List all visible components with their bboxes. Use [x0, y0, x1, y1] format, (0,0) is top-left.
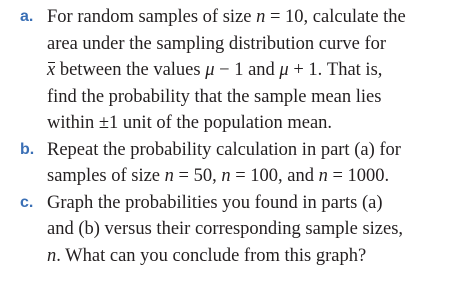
- item-c-line-2: and (b) versus their corresponding sample sizes,: [47, 219, 404, 239]
- x-bar-symbol: x: [47, 57, 55, 84]
- item-b-line-1: Repeat the probability calculation in part (a) for: [47, 139, 401, 160]
- item-c-marker: c.: [20, 193, 34, 211]
- item-b-marker: b.: [20, 140, 35, 158]
- item-a-line-2: area under the sampling distribution curve for: [47, 33, 387, 54]
- item-a-line-4: find the probability that the sample mean lies: [47, 86, 382, 107]
- item-b-line-2: samples of size n = 50, n = 100, and n = 1000.: [47, 166, 390, 186]
- item-a-line-5: within ±1 unit of the population mean.: [47, 113, 333, 133]
- item-a-marker: a.: [20, 8, 34, 25]
- item-a-line-1: For random samples of size n = 10, calculate the: [47, 7, 406, 27]
- item-a-line-3: x between the values μ − 1 and μ + 1. That is,: [47, 57, 382, 84]
- item-c-line-3: n. What can you conclude from this graph?: [47, 245, 367, 266]
- item-c-line-1: Graph the probabilities you found in parts (a): [47, 192, 383, 213]
